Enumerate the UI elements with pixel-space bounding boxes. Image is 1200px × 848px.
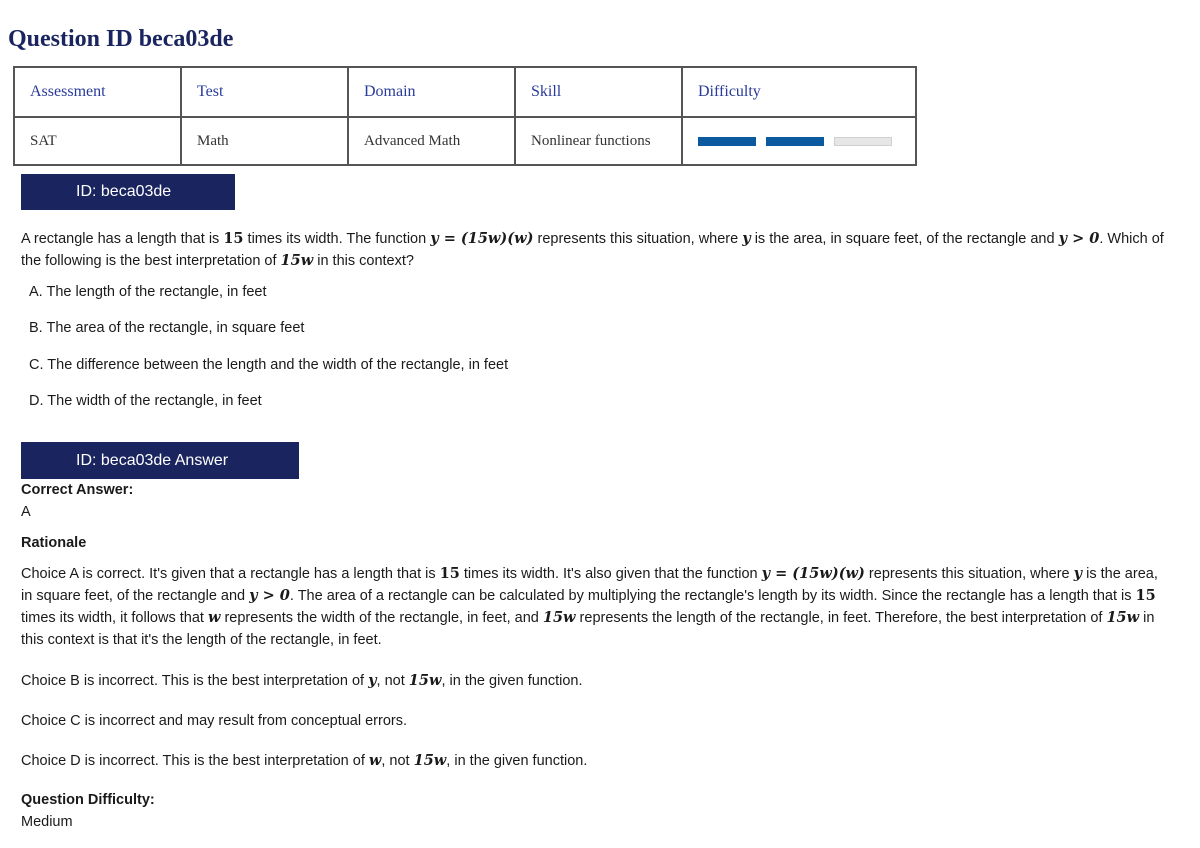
question-meta-table — [13, 66, 917, 166]
meta-value-test: Math — [181, 117, 348, 165]
rationale-text-part: represents the length of the rectangle, in feet. Therefore, the best interpretation of — [575, 610, 1107, 626]
rationale-choice-a — [21, 563, 1171, 651]
choice-b: B. The area of the rectangle, in square feet — [29, 320, 305, 336]
rationale-text-part: is the area, in square feet, of the rectangle and — [21, 566, 1158, 604]
meta-header-test: Test — [181, 67, 348, 117]
choice-c: C. The difference between the length and the width of the rectangle, in feet — [29, 357, 509, 373]
meta-value-domain: Advanced Math — [348, 117, 515, 165]
math-expression: 15 — [1135, 587, 1156, 604]
math-expression: 15w — [542, 609, 576, 626]
page-title: Question ID beca03de — [8, 26, 234, 52]
math-expression: 15w — [280, 252, 314, 269]
math-expression: w — [368, 752, 382, 769]
rationale-choice-c: Choice C is incorrect and may result from conceptual errors. — [21, 713, 408, 729]
question-text-part: in this context? — [313, 253, 414, 269]
difficulty-bar-empty — [834, 137, 892, 146]
math-expression: w — [207, 609, 221, 626]
math-expression: y — [368, 672, 377, 689]
question-text-part: . Which of the following is the best interpretation of — [21, 231, 1164, 269]
answer-id-banner: ID: beca03de Answer — [21, 442, 299, 479]
meta-value-assessment: SAT — [14, 117, 181, 165]
question-difficulty-label: Question Difficulty: — [21, 792, 155, 808]
rationale-text-part: . The area of a rectangle can be calculated by multiplying the rectangle's length by its width. Since the rectangle has a length that is — [289, 588, 1136, 604]
difficulty-bar-filled — [766, 137, 824, 146]
math-expression: 15w — [413, 752, 447, 769]
question-text-part: A rectangle has a length that is — [21, 231, 224, 247]
math-expression: y = (15w)(w) — [761, 565, 865, 582]
meta-header-skill: Skill — [515, 67, 682, 117]
math-expression: y > 0 — [249, 587, 290, 604]
question-text — [21, 228, 1181, 272]
rationale-text-part: in this context is that it's the length of the rectangle, in feet. — [21, 610, 1155, 648]
question-text-part: times its width. The function — [243, 231, 431, 247]
question-text-part: represents this situation, where — [533, 231, 743, 247]
meta-value-skill: Nonlinear functions — [515, 117, 682, 165]
rationale-text-part: , in the given function. — [446, 753, 588, 769]
meta-value-difficulty — [682, 117, 916, 165]
choice-a: A. The length of the rectangle, in feet — [29, 284, 267, 300]
rationale-text-part: , not — [381, 753, 414, 769]
rationale-choice-b — [21, 670, 583, 692]
choice-d: D. The width of the rectangle, in feet — [29, 393, 262, 409]
math-expression: y — [1073, 565, 1083, 582]
rationale-text-part: , not — [376, 673, 409, 689]
math-expression: 15 — [439, 565, 460, 582]
rationale-text-part: represents this situation, where — [864, 566, 1074, 582]
math-expression: 15 — [223, 230, 244, 247]
rationale-text-part: Choice A is correct. It's given that a rectangle has a length that is — [21, 566, 440, 582]
question-difficulty-value: Medium — [21, 814, 73, 830]
meta-header-difficulty: Difficulty — [682, 67, 916, 117]
rationale-text-part: times its width, it follows that — [21, 610, 208, 626]
meta-header-assessment: Assessment — [14, 67, 181, 117]
meta-header-row — [14, 67, 916, 117]
difficulty-meter — [698, 137, 900, 146]
correct-answer-value: A — [21, 504, 31, 520]
question-id-banner: ID: beca03de — [21, 174, 235, 210]
rationale-text-part: times its width. It's also given that the function — [459, 566, 762, 582]
difficulty-bar-filled — [698, 137, 756, 146]
rationale-heading: Rationale — [21, 535, 87, 551]
math-expression: y — [742, 230, 751, 247]
rationale-choice-d — [21, 750, 587, 772]
rationale-text-part: represents the width of the rectangle, in feet, and — [220, 610, 543, 626]
meta-value-row — [14, 117, 916, 165]
question-text-part: is the area, in square feet, of the rectangle and — [750, 231, 1059, 247]
rationale-text-part: , in the given function. — [441, 673, 583, 689]
meta-header-domain: Domain — [348, 67, 515, 117]
correct-answer-label: Correct Answer: — [21, 482, 134, 498]
math-expression: y > 0 — [1058, 230, 1100, 247]
rationale-text-part: Choice B is incorrect. This is the best interpretation of — [21, 673, 369, 689]
math-expression: y = (15w)(w) — [430, 230, 534, 247]
math-expression: 15w — [1106, 609, 1140, 626]
rationale-text-part: Choice D is incorrect. This is the best interpretation of — [21, 753, 369, 769]
math-expression: 15w — [408, 672, 442, 689]
